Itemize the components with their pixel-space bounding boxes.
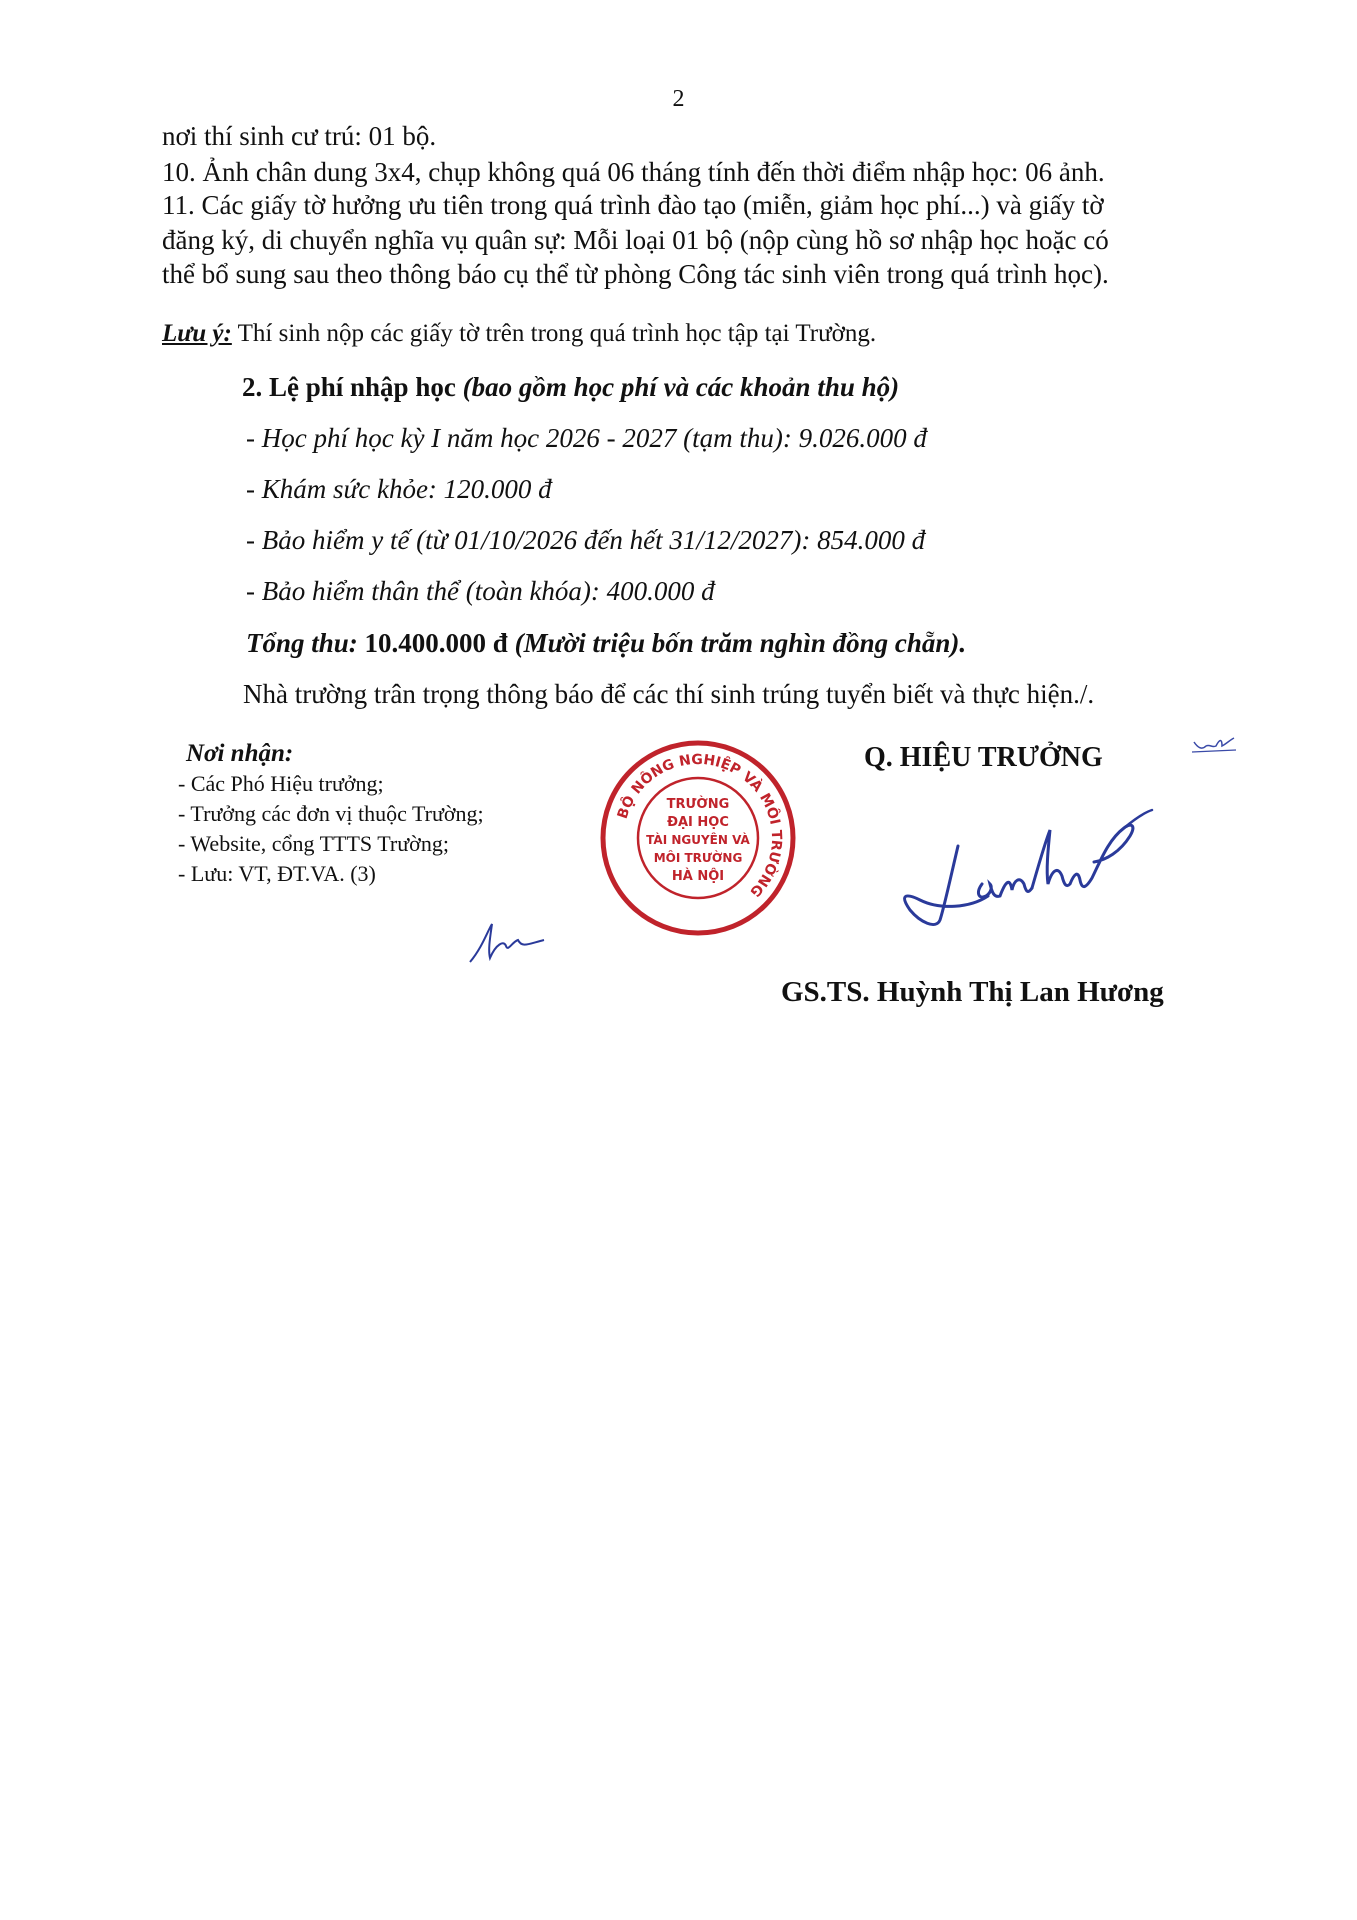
official-stamp xyxy=(598,738,798,938)
signer-name: GS.TS. Huỳnh Thị Lan Hương xyxy=(781,976,1164,1008)
fees-heading-note: (bao gồm học phí và các khoản thu hộ) xyxy=(462,372,900,402)
fees-heading-title: 2. Lệ phí nhập học xyxy=(242,372,463,402)
page-number: 2 xyxy=(672,86,685,112)
item-11-line-1: 11. Các giấy tờ hưởng ưu tiên trong quá trình đào tạo (miễn, giảm học phí...) và giấy tờ xyxy=(162,190,1104,220)
total-amount: 10.400.000 đ xyxy=(364,628,515,658)
initial-mark-right xyxy=(1188,732,1240,758)
item-10: 10. Ảnh chân dung 3x4, chụp không quá 06 tháng tính đến thời điểm nhập học: 06 ảnh. xyxy=(162,157,1105,187)
recipient-item: - Website, cổng TTTS Trường; xyxy=(178,831,449,856)
initial-mark-left xyxy=(466,918,548,966)
signatory-title: Q. HIỆU TRƯỞNG xyxy=(864,742,1103,773)
stamp-line-2: ĐẠI HỌC xyxy=(667,815,729,830)
recipient-item: - Trưởng các đơn vị thuộc Trường; xyxy=(178,801,484,826)
fee-item-health-insurance: - Bảo hiểm y tế (từ 01/10/2026 đến hết 31/12/2027): 854.000 đ xyxy=(246,525,926,555)
note-label: Lưu ý: xyxy=(162,320,232,347)
fee-item-accident-insurance: - Bảo hiểm thân thể (toàn khóa): 400.000 đ xyxy=(246,576,715,606)
fees-total xyxy=(246,627,966,659)
closing-statement: Nhà trường trân trọng thông báo để các thí sinh trúng tuyển biết và thực hiện./. xyxy=(243,679,1095,709)
handwritten-signature xyxy=(880,800,1170,950)
recipient-item: - Lưu: VT, ĐT.VA. (3) xyxy=(178,861,376,886)
total-label: Tổng thu: xyxy=(246,628,365,658)
fees-heading xyxy=(242,371,899,403)
item-11-line-2: đăng ký, di chuyển nghĩa vụ quân sự: Mỗi loại 01 bộ (nộp cùng hồ sơ nhập học hoặc có xyxy=(162,225,1109,255)
note-paragraph xyxy=(162,318,876,350)
stamp-line-1: TRƯỜNG xyxy=(666,797,730,812)
note-text: Thí sinh nộp các giấy tờ trên trong quá trình học tập tại Trường. xyxy=(231,320,877,347)
recipients-title: Nơi nhận: xyxy=(186,740,294,767)
continuation-line: nơi thí sinh cư trú: 01 bộ. xyxy=(162,121,437,151)
fee-item-health-check: - Khám sức khỏe: 120.000 đ xyxy=(246,474,552,504)
item-11-line-3: thể bổ sung sau theo thông báo cụ thể từ phòng Công tác sinh viên trong quá trình học). xyxy=(162,259,1109,289)
fee-item-tuition: - Học phí học kỳ I năm học 2026 - 2027 (tạm thu): 9.026.000 đ xyxy=(246,423,927,453)
stamp-line-4: MÔI TRƯỜNG xyxy=(653,851,743,865)
recipient-item: - Các Phó Hiệu trưởng; xyxy=(178,771,384,796)
total-words: (Mười triệu bốn trăm nghìn đồng chẵn). xyxy=(514,628,967,658)
stamp-line-3: TÀI NGUYÊN VÀ xyxy=(646,833,750,847)
stamp-outer-text: BỘ NÔNG NGHIỆP VÀ MÔI TRƯỜNG xyxy=(614,751,785,900)
stamp-line-5: HÀ NỘI xyxy=(671,869,725,884)
